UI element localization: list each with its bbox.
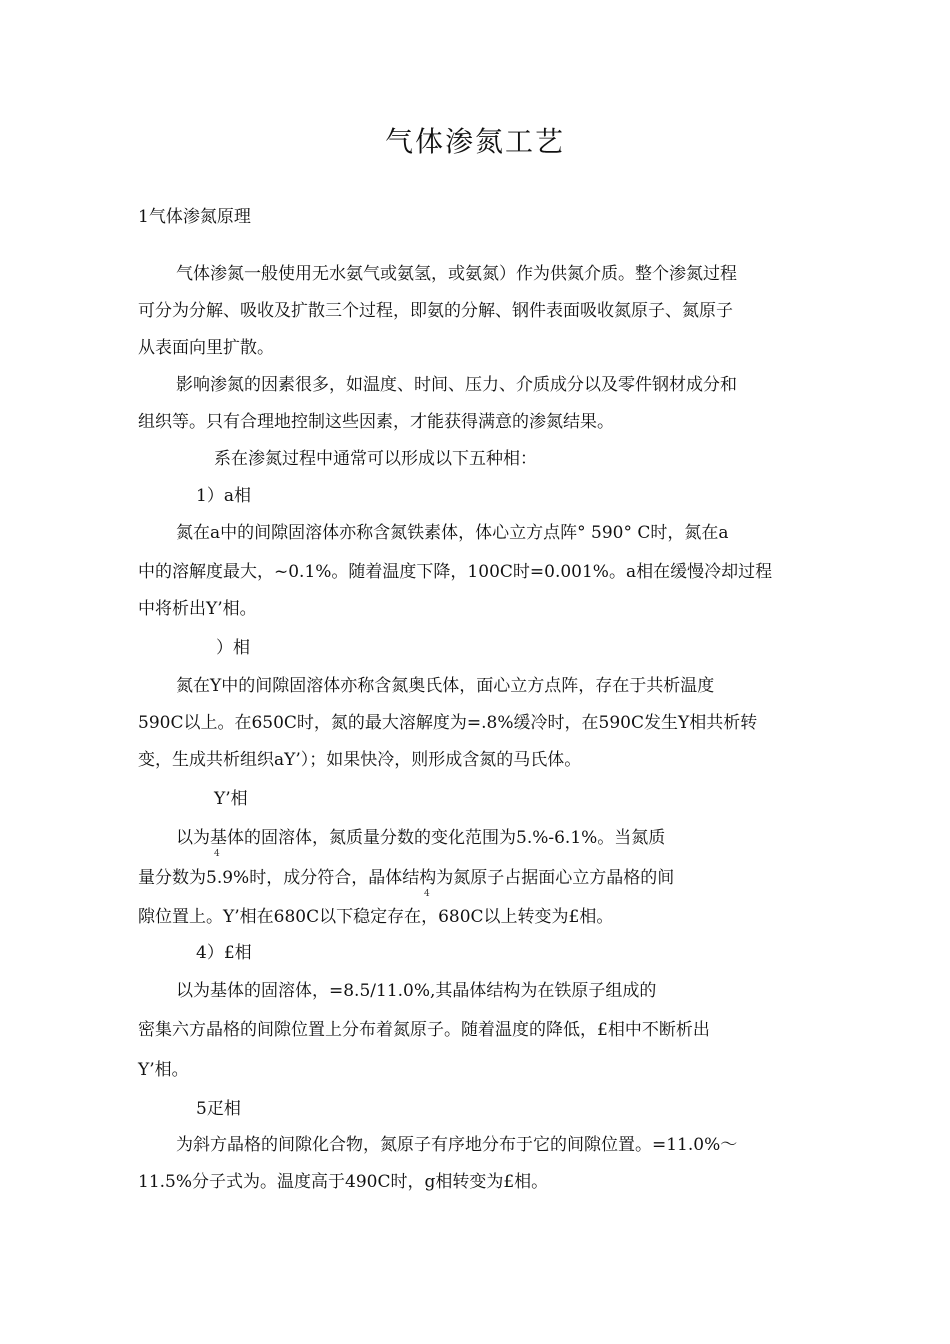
paragraph-line: 组织等。只有合理地控制这些因素，才能获得满意的渗氮结果。 bbox=[138, 412, 614, 432]
paragraph-line: 中的溶解度最大，~0.1%。随着温度下降，100C时=0.001%。a相在缓慢冷却过程 bbox=[138, 562, 773, 582]
paragraph-line: 氮在a中的间隙固溶体亦称含氮铁素体，体心立方点阵° 590° C时，氮在a bbox=[176, 523, 729, 543]
paragraph-line: 密集六方晶格的间隙位置上分布着氮原子。随着温度的降低，£相中不断析出 bbox=[138, 1020, 710, 1040]
paragraph-line: 可分为分解、吸收及扩散三个过程，即氨的分解、钢件表面吸收氮原子、氮原子 bbox=[138, 301, 733, 321]
paragraph-line: 气体渗氮一般使用无水氨气或氨氢，或氨氮）作为供氮介质。整个渗氮过程 bbox=[176, 264, 737, 284]
paragraph-line: 11.5%分子式为。温度高于490C时，g相转变为£相。 bbox=[138, 1172, 549, 1192]
paragraph-line: Y’相。 bbox=[138, 1060, 189, 1080]
paragraph-line: 以为基体的固溶体，氮质量分数的变化范围为5.%-6.1%。当氮质 bbox=[176, 828, 666, 848]
subheading: 5疋相 bbox=[196, 1099, 241, 1119]
paragraph-line: 从表面向里扩散。 bbox=[138, 338, 274, 358]
subheading: ）相 bbox=[216, 638, 250, 658]
paragraph-line: 中将析出Y’相。 bbox=[138, 599, 257, 619]
paragraph-line: 影响渗氮的因素很多，如温度、时间、压力、介质成分以及零件钢材成分和 bbox=[176, 375, 737, 395]
subheading: 4）£相 bbox=[196, 943, 252, 963]
paragraph-line: 隙位置上。Y’相在680C以下稳定存在，680C以上转变为£相。 bbox=[138, 907, 614, 927]
page-title: 气体渗氮工艺 bbox=[384, 125, 565, 158]
paragraph-line: 590C以上。在650C时，氮的最大溶解度为=.8%缓冷时，在590C发生Y相共析转 bbox=[138, 713, 758, 733]
stray-mark: 4 bbox=[214, 849, 220, 859]
paragraph-line: 为斜方晶格的间隙化合物，氮原子有序地分布于它的间隙位置。=11.0%〜 bbox=[176, 1135, 738, 1155]
paragraph-line: 量分数为5.9%时，成分符合，晶体结构为氮原子占据面心立方晶格的间 bbox=[138, 868, 675, 888]
paragraph-line: 变，生成共析组织aY’）；如果快冷，则形成含氮的马氏体。 bbox=[138, 750, 582, 770]
stray-mark: 4 bbox=[424, 889, 430, 899]
section-heading: 1气体渗氮原理 bbox=[138, 207, 251, 227]
paragraph-line: 以为基体的固溶体，=8.5/11.0%,其晶体结构为在铁原子组成的 bbox=[176, 981, 657, 1001]
subheading: Y’相 bbox=[214, 789, 248, 809]
subheading: 1）a相 bbox=[196, 486, 251, 506]
paragraph-line: 氮在Y中的间隙固溶体亦称含氮奥氏体，面心立方点阵，存在于共析温度 bbox=[176, 676, 715, 696]
paragraph-line: 系在渗氮过程中通常可以形成以下五种相： bbox=[214, 449, 537, 469]
